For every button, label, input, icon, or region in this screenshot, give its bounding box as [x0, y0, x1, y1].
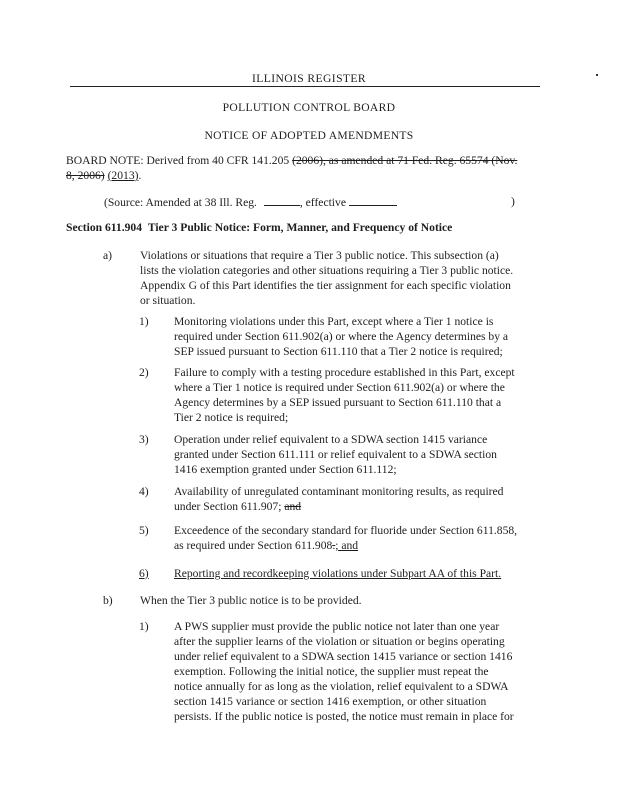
- text-line: under relief equivalent to a SDWA section 1415 variance or section 1416: [174, 650, 513, 663]
- text-line: granted under Section 611.111 or relief equivalent to a SDWA section: [174, 448, 497, 461]
- notice-title: NOTICE OF ADOPTED AMENDMENTS: [204, 129, 414, 142]
- section-title: Tier 3 Public Notice: Form, Manner, and Frequency of Notice: [147, 221, 453, 234]
- text-line: lists the violation categories and other situations requiring a Tier 3 public notice.: [140, 264, 514, 277]
- text-line: required under Section 611.902(a) or where the Agency determines by a: [174, 330, 509, 343]
- item-a4-label: 4): [139, 485, 149, 498]
- struck-period: .: [332, 539, 336, 552]
- item-a5-text: [174, 523, 517, 553]
- source-line: [104, 194, 397, 210]
- subsection-b-label: b): [103, 594, 113, 607]
- text-line: Violations or situations that require a Tier 3 public notice. This subsection (a): [140, 249, 499, 262]
- item-b1-text: [174, 619, 514, 724]
- item-a2-text: [174, 365, 515, 425]
- text-line: Availability of unregulated contaminant monitoring results, as required: [174, 485, 504, 498]
- item-a2-label: 2): [139, 366, 149, 379]
- item-a1-label: 1): [139, 315, 149, 328]
- text-fragment: under Section 611.907;: [174, 500, 285, 513]
- subsection-b-text: When the Tier 3 public notice is to be provided.: [140, 594, 362, 607]
- inserted-and: ; and: [335, 539, 359, 552]
- board-note-inserted: (2013): [107, 169, 139, 182]
- text-line: [174, 499, 503, 514]
- text-line: [174, 538, 517, 553]
- text-line: Monitoring violations under this Part, except where a Tier 1 notice is: [174, 315, 494, 328]
- inserted-line: Reporting and recordkeeping violations under Subpart AA of this Part.: [174, 567, 502, 580]
- text-fragment: as required under Section 611.908: [174, 539, 333, 552]
- subsection-a-label: a): [103, 249, 113, 262]
- item-a6-text: [174, 566, 501, 581]
- section-number: Section 611.904: [66, 221, 143, 234]
- text-line: 1416 exemption granted under Section 611.112;: [174, 463, 397, 476]
- board-note-line-1: [66, 153, 517, 168]
- item-a3-label: 3): [139, 433, 149, 446]
- board-name: POLLUTION CONTROL BOARD: [222, 101, 396, 114]
- text-line: SEP issued pursuant to Section 611.110 that a Tier 2 notice is required;: [174, 345, 503, 358]
- text-line: notice annually for as long as the violation, relief equivalent to a SDWA: [174, 680, 509, 693]
- text-line: exemption. Following the initial notice, the supplier must repeat the: [174, 665, 489, 678]
- board-note-line-2: [66, 168, 141, 183]
- register-title: ILLINOIS REGISTER: [251, 72, 367, 85]
- item-a6-label: 6): [139, 567, 149, 580]
- text-line: after the supplier learns of the violation or situation or begins operating: [174, 635, 505, 648]
- item-b1-label: 1): [139, 620, 149, 633]
- text-line: Appendix G of this Part identifies the tier assignment for each specific violation: [140, 279, 511, 292]
- source-text-2: , effective: [299, 196, 349, 209]
- text-line: A PWS supplier must provide the public notice not later than one year: [174, 620, 500, 633]
- text-line: Failure to comply with a testing procedure established in this Part, except: [174, 366, 515, 379]
- subsection-a-text: [140, 248, 513, 308]
- board-note-struck-part-2: 8, 2006): [66, 169, 105, 182]
- effective-date-blank: [349, 194, 397, 206]
- text-line: Exceedence of the secondary standard for fluoride under Section 611.858,: [174, 524, 518, 537]
- register-number-blank: [264, 194, 300, 206]
- source-text-1: (Source: Amended at 38 Ill. Reg.: [104, 196, 260, 209]
- item-a5-label: 5): [139, 524, 149, 537]
- item-a3-text: [174, 432, 497, 477]
- text-line: persists. If the public notice is posted, the notice must remain in place for: [174, 710, 514, 723]
- text-line: Tier 2 notice is required;: [174, 411, 289, 424]
- text-line: Operation under relief equivalent to a SDWA section 1415 variance: [174, 433, 488, 446]
- board-note-struck-part-1: (2006), as amended at 71 Fed. Reg. 65574 (Nov.: [292, 154, 518, 167]
- board-note-prefix: BOARD NOTE: Derived from 40 CFR 141.205: [66, 154, 293, 167]
- item-a1-text: [174, 314, 508, 359]
- source-close: ): [511, 195, 515, 208]
- item-a4-text: [174, 484, 503, 514]
- text-line: section 1415 variance or section 1416 exemption, or other situation: [174, 695, 487, 708]
- text-line: or situation.: [140, 294, 196, 307]
- text-line: Agency determines by a SEP issued pursuant to Section 611.110 that a: [174, 396, 502, 409]
- header-rule: [70, 86, 540, 87]
- section-heading: [66, 220, 452, 235]
- text-line: where a Tier 1 notice is required under Section 611.902(a) or where the: [174, 381, 505, 394]
- board-note-period: .: [138, 169, 142, 182]
- struck-and: and: [284, 500, 302, 513]
